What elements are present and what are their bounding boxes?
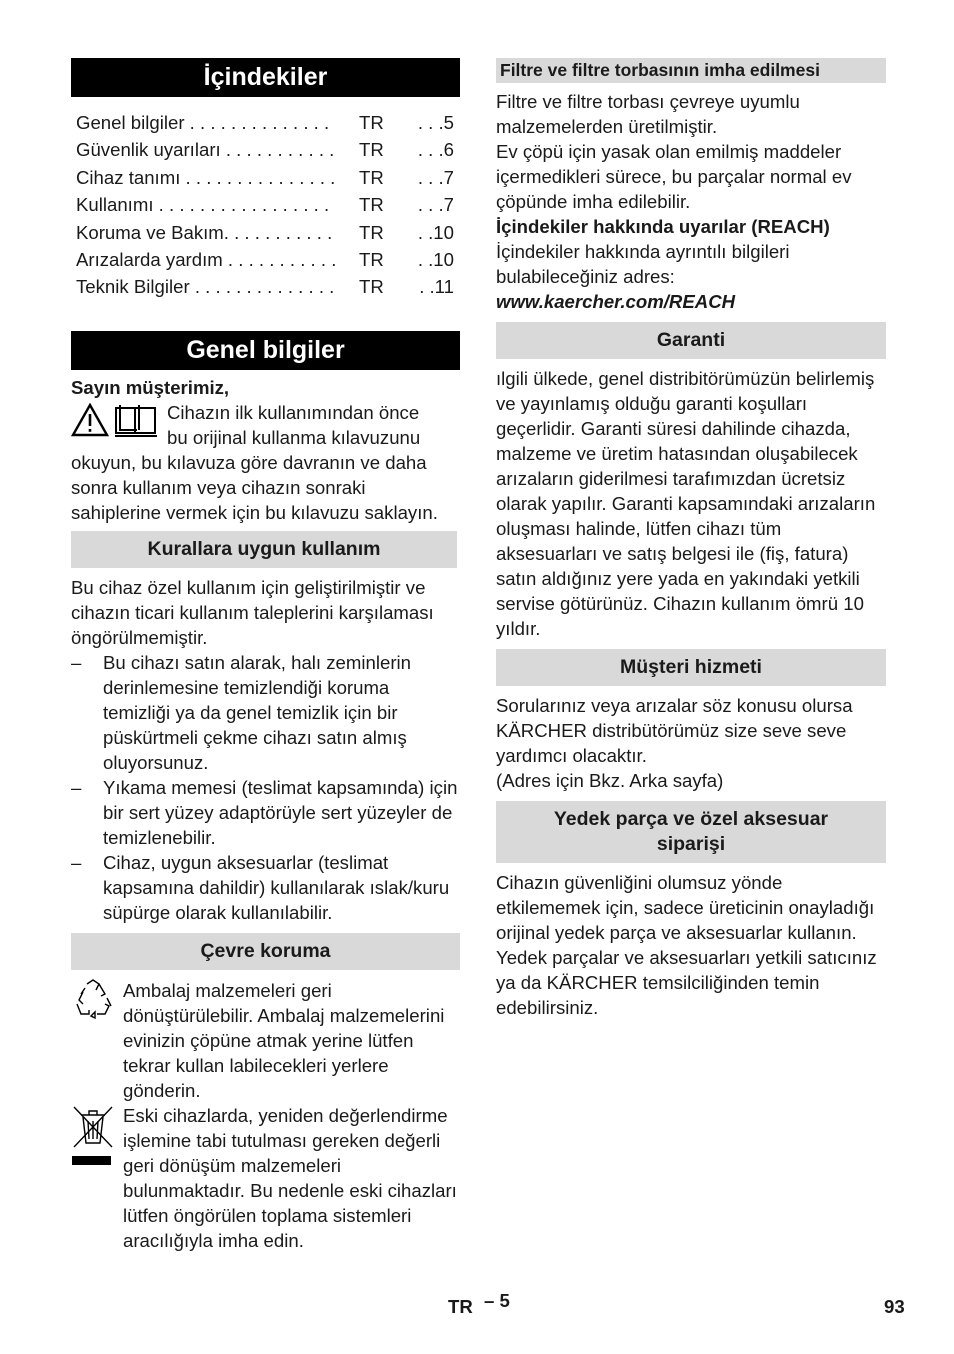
- toc-entry-lang: TR: [359, 112, 384, 133]
- toc-entry-page: . . .7: [417, 166, 454, 188]
- customer-service-text: Sorularınız veya arızalar söz konusu olursa KÄRCHER distribütörümüz size seve seve yardımcı olacaktır.: [496, 695, 853, 766]
- weee-row: [71, 1103, 460, 1253]
- list-item: – Cihaz, uygun aksesuarlar (teslimat kapsamına dahildir) kullanılarak ıslak/kuru süpürge olarak kullanılabilir.: [71, 850, 459, 925]
- spare-parts-p1: Cihazın güvenliğini olumsuz yönde etkilememek için, sadece üreticinin onayladığı orijinal yedek parça ve aksesuarlar kullanın.: [496, 872, 875, 943]
- spare-parts-p2: Yedek parçalar ve aksesuarları yetkili satıcınız ya da KÄRCHER temsilciliğinden temin edebilirsiniz.: [496, 947, 877, 1018]
- footer-section-marker: [448, 1290, 510, 1318]
- reach-url[interactable]: www.kaercher.com/REACH: [496, 291, 736, 312]
- toc-entry-label: Cihaz tanımı . . . . . . . . . . . . . . .: [76, 166, 336, 188]
- toc-entry[interactable]: [76, 164, 460, 191]
- recycle-row: [71, 978, 460, 1103]
- toc-entry[interactable]: [76, 109, 460, 136]
- toc-entry-lang: TR: [359, 139, 384, 161]
- footer-lang: TR: [448, 1296, 473, 1317]
- toc-entry-label: Genel bilgiler . . . . . . . . . . . . . .: [76, 112, 330, 133]
- toc-entry-page: . .11: [419, 276, 454, 298]
- page-number: 93: [884, 1296, 905, 1317]
- proper-use-title: Kurallara uygun kullanım: [71, 531, 457, 568]
- toc-entry-page: . .10: [417, 221, 454, 243]
- customer-service-title: Müşteri hizmeti: [496, 649, 886, 686]
- toc-entry[interactable]: [76, 191, 460, 218]
- toc-entry[interactable]: [76, 136, 460, 163]
- list-item: – Yıkama memesi (teslimat kapsamında) için bir sert yüzey adaptörüyle sert yüzeyler de temizlenebilir.: [71, 775, 459, 850]
- intro-rest: okuyun, bu kılavuza göre davranın ve daha sonra kullanım veya cihazın sonraki sahiplerine vermek için bu kılavuzu saklayın.: [71, 451, 438, 523]
- left-column: [71, 58, 460, 1253]
- toc-entry-page: . . .6: [417, 139, 454, 161]
- filter-disposal-p2: Ev çöpü için yasak olan emilmiş maddeler içermedikleri sürece, bu parçalar normal ev çöpünde imha edilebilir.: [496, 141, 852, 212]
- toc-entry[interactable]: [76, 273, 460, 300]
- toc-entry[interactable]: [76, 219, 460, 246]
- toc-entry[interactable]: [76, 246, 460, 273]
- general-info-title: Genel bilgiler: [71, 331, 460, 370]
- toc-title: İçindekiler: [71, 58, 460, 97]
- filter-disposal-p1: Filtre ve filtre torbası çevreye uyumlu malzemelerden üretilmiştir.: [496, 91, 800, 137]
- warranty-text: ılgili ülkede, genel distribitörümüzün belirlemiş ve yayınlamış olduğu garanti koşulları geçerlidir. Garanti süresi dahilinde cihazda, malzeme ve üretim hatasından oluşabilecek arızaların giderilmesi tarafımızdan ücretsiz olarak yapılır. Garanti kapsamındaki arızaların oluşması halinde, lütfen cihazı tüm aksesuarları ve satış belgesi ile (fiş, fatura) satın aldığınız yere yada en yakındaki yetkili servise götürünüz. Cihazın kullanım ömrü 10 yıldır.: [496, 368, 876, 639]
- weee-text: Eski cihazlarda, yeniden değerlendirme işlemine tabi tutulması gereken değerli geri dönüşüm malzemeleri bulunmaktadır. Bu nedenle eski cihazları lütfen öngörülen toplama sistemleri aracılığıyla imha edin.: [123, 1104, 457, 1251]
- toc-entry-lang: TR: [359, 166, 384, 188]
- filter-disposal-title: Filtre ve filtre torbasının imha edilmesi: [496, 58, 886, 83]
- warning-manual-icon: [71, 400, 167, 450]
- reach-text: İçindekiler hakkında ayrıntılı bilgileri bulabileceğiniz adres:: [496, 241, 790, 287]
- recycle-icon: [71, 978, 123, 1103]
- toc-entry-label: Güvenlik uyarıları . . . . . . . . . . .: [76, 139, 335, 161]
- toc-entry-page: . . .5: [417, 112, 454, 133]
- intro-block: [71, 400, 460, 450]
- footer-section: – 5: [483, 1290, 510, 1311]
- toc-entry-label: Arızalarda yardım . . . . . . . . . . .: [76, 248, 337, 270]
- list-item: – Bu cihazı satın alarak, halı zeminlerin derinlemesine temizlendiği koruma temizliği ya da genel temizlik için bir püskürtmeli çekme cihazı satın almış oluyorsunuz.: [71, 650, 459, 775]
- toc-entry-lang: TR: [359, 276, 384, 298]
- greeting: Sayın müşterimiz,: [71, 376, 230, 398]
- toc-entry-label: Teknik Bilgiler . . . . . . . . . . . . . .: [76, 276, 335, 298]
- table-of-contents: [71, 109, 460, 301]
- proper-use-list: [71, 650, 459, 925]
- toc-entry-page: . .10: [417, 248, 454, 270]
- recycle-text: Ambalaj malzemeleri geri dönüştürülebilir. Ambalaj malzemelerini evinizin çöpüne atmak yerine lütfen tekrar kullan labilecekleri yerlere gönderin.: [123, 979, 445, 1101]
- right-column: [496, 58, 886, 1020]
- environment-title: Çevre koruma: [71, 933, 460, 970]
- crossed-bin-icon: [71, 1103, 123, 1253]
- warranty-title: Garanti: [496, 322, 886, 359]
- toc-entry-lang: TR: [359, 248, 384, 270]
- intro-line-1: Cihazın ilk kullanımından önce: [167, 401, 420, 423]
- toc-entry-page: . . .7: [417, 194, 454, 216]
- address-note: (Adres için Bkz. Arka sayfa): [496, 770, 724, 791]
- toc-entry-lang: TR: [359, 194, 384, 216]
- intro-line-2: bu orijinal kullanma kılavuzunu: [167, 426, 421, 448]
- toc-entry-label: Kullanımı . . . . . . . . . . . . . . . . .: [76, 194, 330, 216]
- spare-parts-title: Yedek parça ve özel aksesuar siparişi: [496, 801, 886, 863]
- toc-entry-lang: TR: [359, 221, 384, 243]
- reach-title: İçindekiler hakkında uyarılar (REACH): [496, 216, 830, 237]
- toc-entry-label: Koruma ve Bakım. . . . . . . . . . .: [76, 221, 333, 243]
- proper-use-text: Bu cihaz özel kullanım için geliştirilmiştir ve cihazın ticari kullanım taleplerini karşılaması öngörülmemiştir.: [71, 576, 434, 648]
